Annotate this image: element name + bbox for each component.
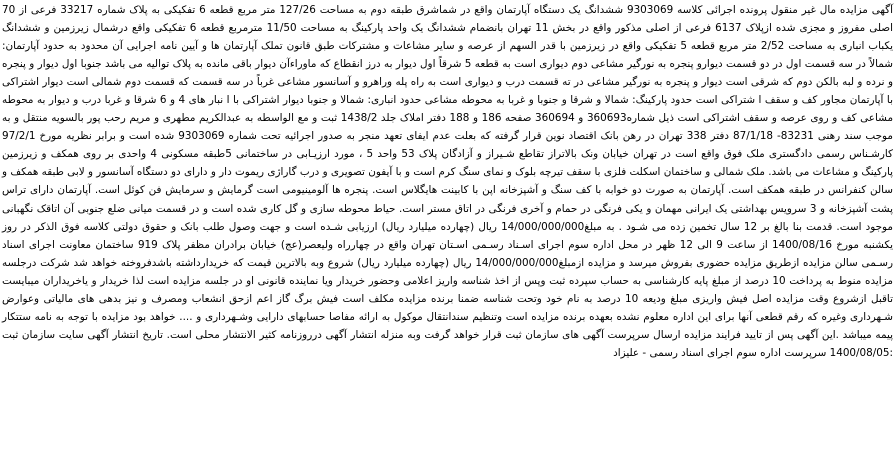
auction-notice-body: آگهی مزایده مال غیر منقول پرونده اجرائی کلاسه 9303069 ششدانگ یک دستگاه آپارتمان واقع در شماشرق طبقه دوم به مساحت 127/26 متر مربع قطعه 6 تفکیکی به پلاک شماره 33217 فرعی از 70 اصلی مفروز و مجزی شده ازپلاک 6137 فرعی از اصلی مذکور واقع در بخش 11 تهران بانضمام ششدانگ یک واحد پارکینگ به مساحت 11/50 مترمربع قطعه 6 تفکیکی واقع درشمال زیرزمین و ششدانگ یکباب انباری به مساحت 2/52 متر مربع قطعه 5 تفکیکی واقع در زیرزمین با قدر السهم از عرصه و سایر مشاعات و مشترکات طبق قانون تملک آپارتمان ها و آیین نامه اجرایی آن محدود به حدود آپارتمان: شمالاً در سه قسمت اول در دو قسمت دیوارو پنجره به نورگیر مشاعی دوم دیواری است به قطعه 5 شرقاً اول دیوار به درز انقطاع که ماوراءآن دیوار باقی مانده به پلاک توالیه می باشد جنوبا اول دیوار و پنجره و نرده و لبه بالکن دوم که شرقی است دیوار و پنجره به نورگیر مشاعی در ته قسمت درب و دیواری است به راه پله وراهرو و آسانسور مشاعی غرباً در سه قسمت که قسمت دوم شمالی است دیوار اشتراکی با آپارتمان مجاور کف و سقف ا شتراکی است حدود پارکینگ: شمالا و شرقا و جنوبا و غربا به محوطه مشاعی حدود انباری: شمالا و جنوبا دیوار اشتراکی با ا نبار های 4 و 6 شرقا و غربا درب و دیوار به محوطه مشاعی کف و روی عرصه و سقف اشتراکی است ذیل شماره360693 و 360694 صفحه 186 و 188 دفتر املاک جلد 1438/2 ثبت و مع الواسطه به عبدالکریم مطهری و مریم رحب پور بالسویه منتقل و به موجب سند رهنی 83231- 87/1/18 دفتر 338 تهران در رهن بانک اقتصاد نوین قرار گرفته که بعلت عدم ایفای تعهد منجر به صدور اجرائیه تحت شماره 9303069 شده است و برابر نظریه مورخ 97/2/1 کارشـناس رسمی دادگستری ملک فوق واقع است در تهران خیابان ونک بالاتراز تقاطع شـیراز و آزادگان پلاک 53 واحد 5 ، مورد ارزیـابی در ساختمانی 5طبقه مسکونی 4 واحدی بر روی همکف و زیرزمین پارکینگ و مشاعات می باشد. ملک شمالی و ساختمان اسکلت فلزی با سقف تیرچه بلوک و نمای سنگ کرم است و با آیفون تصویری و درب گاراژی ریموت دار و دارای دو دستگاه آسانسور و لابی طبقه همکف و سالن کنفرانس در طبقه همکف است. آپارتمان به صورت دو خوابه با کف سنگ و آشپزخانه اپن با کابینت هایگلاس است. پنجره ها آلومینیومی است گرمایش و سرمایش فن کوئل است. آپارتمان دارای تراس پشت آشپزخانه و 3 سرویس بهداشتی یک ایرانی مهمان و یکی فرنگی در حمام و آخری فرنگی در اتاق مستر است. حیاط محوطه سازی و گل کاری شده است و در قسمت میانی ضلع جنوبی آن اتاقک نگهبانی موجود است. قدمت بنا بالغ بر 12 سال تخمین زده می شـود . به مبلغ14/000/000/000 ریال (چهارده میلیارد ریال) ارزیابی شـده است و جهت وصول طلب بانک و حقوق دولتی کلاسه فوق الذکر در روز یکشنبه مورخ 1400/08/16 از ساعت 9 الی 12 ظهر در محل اداره سوم اجرای اسـناد رسـمی اسـتان تهران واقع در چهارراه ولیعصر(عج) خیابان برادران مظفر پلاک 919 ساختمان معاونت اجرای اسناد رسـمی سالن مزایده ازطریق مزایده حضوری بفروش میرسد و مزایده ازمبلغ14/000/000/000 ریال (چهارده میلیارد ریال) شروع وبه بالاترین قیمت که خریدارداشته باشدفروخته خواهد شد شرکت درجلسه مزایده منوط به پرداخت 10 درصد از مبلغ پایه کارشناسی به حساب سپرده ثبت وپس از اخذ شناسه واریز اعلامی وحضور خریدار ویا نماینده قانونی او در جلسه مزایده است لذا خریدار و یاخریداران میبایست تاقبل ازشروع وقت مزایده اصل فیش واریزی مبلغ ودیعه 10 درصد به نام خود وتحت شناسه ضمنا برنده مزایده مکلف است فیش برگ گاز اعم ازحق انشعاب ومصرف و نیز بدهی های مالیاتی وعوارض شـهرداری وغیره که رقم قطعی آنها برای این اداره معلوم نشده بعهده برنده مزایده است وتنظیم سندانتقال موکول به ارائه مفاصا حسابهای دارایی وشـهرداری و .... خواهد بود مزایده با توجه به نامه ستتکار پیمه میباشد .این آگهی پس از تایید فرایند مزایده ارسال سرپرست آگهی های سازمان ثبت قرار خواهد گرفت وبه منزله انتشار آگهی درروزنامه کثیر الانتشار محلی است. تاریخ انتشار آگهی سایت سازمان ثبت :1400/08/05 سرپرست اداره سوم اجرای اسناد رسمی - علیزاد [2, 4, 894, 359]
auction-notice-document [2, 1, 893, 470]
